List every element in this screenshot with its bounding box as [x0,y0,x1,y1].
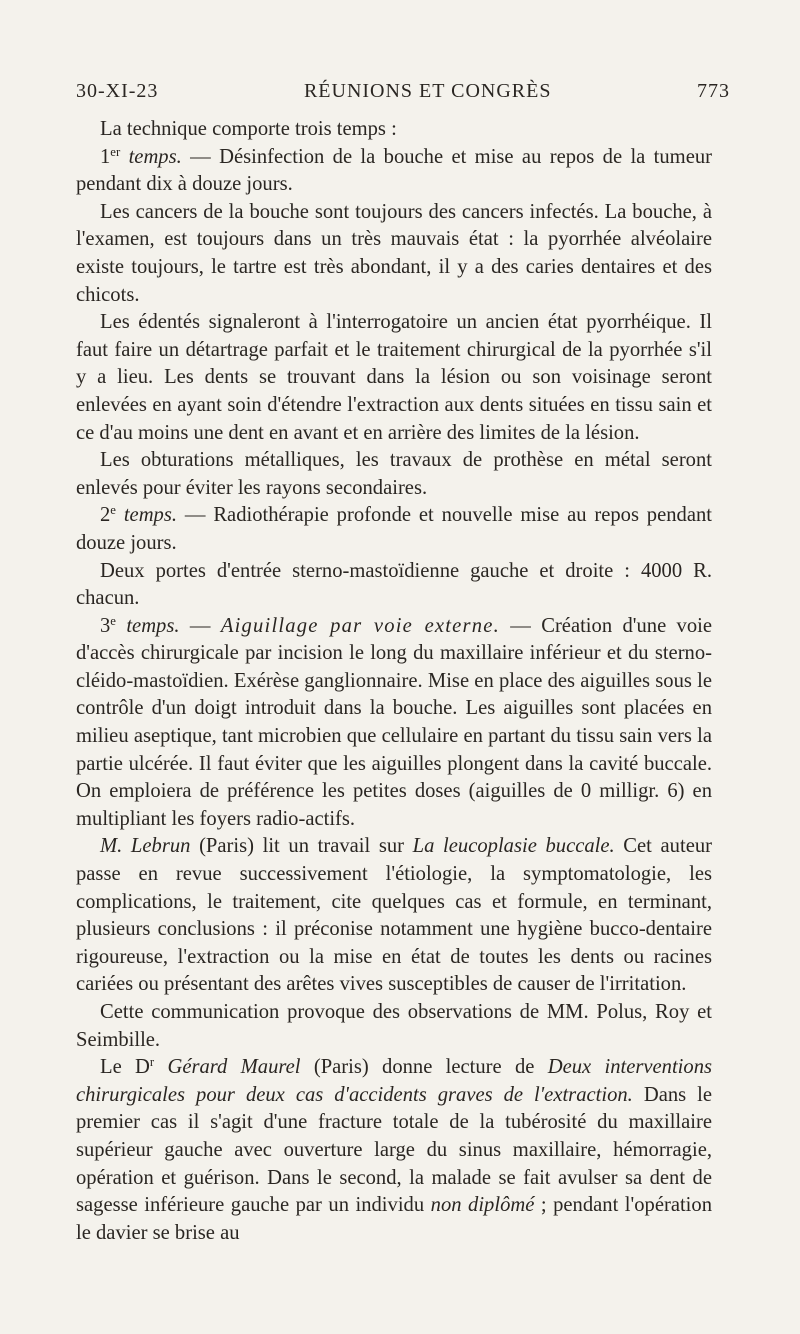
step-number: 2 [100,504,111,527]
paragraph-maurel [76,1054,712,1247]
step-dash: — [179,614,221,637]
title-prefix: Le D [100,1056,150,1079]
step-text: — Radiothérapie profonde et nouvelle mise au repos pendant douze jours. [76,504,712,554]
paragraph-observations: Cette communication provoque des observations de MM. Polus, Roy et Seimbille. [76,1001,712,1051]
work-title: Deux interventions chirurgicales pour deux cas d'accidents graves de l'extraction. [76,1056,713,1106]
paragraph-infection: Les cancers de la bouche sont toujours des cancers infectés. La bouche, à l'examen, est toujours dans un très mauvais état : la pyorrhée alvéolaire existe toujours, le tartre est très abondant, il y a des caries dentaires et des chicots. [76,200,712,306]
step-label: temps. [123,504,178,527]
paragraph-edentulous: Les édentés signaleront à l'interrogatoire un ancien état pyorrhéique. Il faut faire un détartrage parfait et le traitement chirurgical de la pyorrhée s'il y a lieu. Les dents se trouvant dans la lésion ou son voisinage seront enlevées en ayant soin d'étendre l'extraction aux dents situées en tissu sain et ce d'au moins une dent en avant et en arrière des limites de la lésion. [76,311,712,444]
paragraph-lebrun [76,833,712,999]
paragraph-third-step [76,613,712,834]
step-text: — Création d'une voie d'accès chirurgicale par incision le long du maxillaire inférieur et du sterno-cléido-mastoïdien. Exérèse ganglionnaire. Mise en place des aiguilles sous le contrôle d'un doigt introduit dans la bouche. Les aiguilles sont placées en milieu aseptique, tant microbien que cellulaire en partant du tissu sain vers la partie ulcérée. Il faut éviter que les aiguilles plongent dans la cavité buccale. On emploiera de préférence les petites doses (aiguilles de 0 milligr. 6) en multipliant les foyers radio-actifs. [76,614,713,830]
paragraph-text: (Paris) lit un travail sur [190,835,413,858]
step-title: Aiguillage par voie externe. [220,614,500,637]
step-label: temps. [126,614,180,637]
step-label: temps. [128,145,182,168]
page-number: 773 [696,80,730,102]
author-name: M. Lebrun [100,835,191,858]
paragraph-technique: La technique comporte trois temps : [100,118,397,140]
paragraph-portes: Deux portes d'entrée sterno-mastoïdienne gauche et droite : 4000 R. chacun. [76,559,712,610]
step-number: 3 [100,614,111,637]
paragraph-text: Cet auteur passe en revue successivement l'étiologie, la symptomatologie, les complications, le traitement, cite quelques cas et formule, en terminant, plusieurs conclusions : il préconise notamment une hygiène bucco-dentaire rigoureuse, l'extraction ou la mise en état de toutes les dents ou racines cariées ou présentant des arêtes vives susceptibles de causer de l'irritation. [76,835,712,996]
paragraph-text: Dans le premier cas il s'agit d'une fracture totale de la tubérosité du maxillaire supérieur gauche avec ouverture large du sinus maxillaire, hémorragie, opération et guérison. Dans le second, la malade se fait avulser sa dent de sagesse inférieure gauche par un individu [76,1083,713,1217]
running-header [76,80,730,103]
body-text [76,116,712,1247]
work-title: La leucoplasie buccale. [412,835,615,858]
step-text: — Désinfection de la bouche et mise au repos de la tumeur pendant dix à douze jours. [76,145,713,196]
header-title: RÉUNIONS ET CONGRÈS [303,80,552,102]
paragraph-obturations: Les obturations métalliques, les travaux de prothèse en métal seront enlevés pour éviter les rayons secondaires. [76,449,712,499]
emphasis: non diplômé [430,1194,535,1217]
paragraph-first-step [76,144,712,199]
author-name: Gérard Maurel [167,1056,301,1079]
header-date: 30-XI-23 [76,80,159,102]
paragraph-second-step [76,502,712,557]
paragraph-text: ; pendant l'opération le davier se brise au [76,1194,712,1244]
step-ordinal: e [110,503,116,518]
paragraph-text: (Paris) donne lecture de [300,1056,548,1079]
step-number: 1 [100,145,111,168]
title-suffix: r [149,1055,155,1070]
step-ordinal: e [110,613,116,628]
step-ordinal: er [110,144,121,159]
